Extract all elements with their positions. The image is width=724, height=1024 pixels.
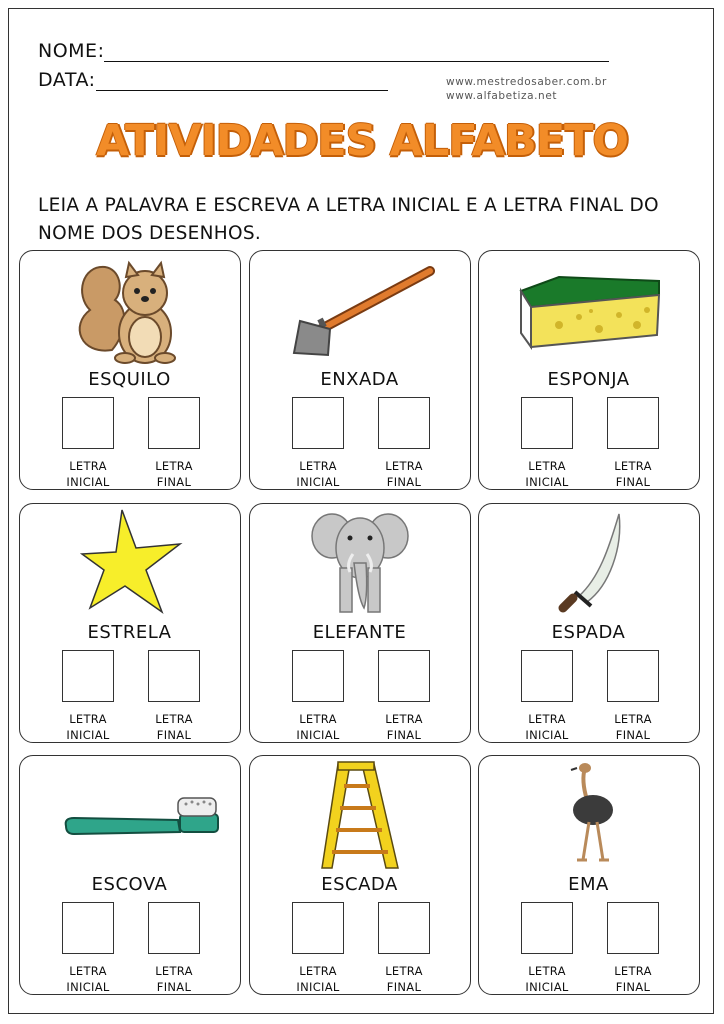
final-letter-label: LETRA FINAL [155, 712, 193, 742]
final-letter-box[interactable] [148, 397, 200, 449]
name-field[interactable] [38, 40, 609, 62]
final-letter-label: LETRA FINAL [155, 459, 193, 489]
final-letter-label: LETRA FINAL [385, 459, 423, 489]
activity-card-ema [478, 755, 700, 995]
initial-letter-box[interactable] [62, 902, 114, 954]
name-line[interactable] [104, 41, 609, 62]
activity-card-escada [249, 755, 471, 995]
name-label: NOME: [38, 40, 105, 62]
activity-card-estrela [19, 503, 241, 743]
card-word: ESCADA [321, 874, 398, 895]
date-line[interactable] [96, 70, 388, 91]
card-word: ESQUILO [88, 369, 171, 390]
initial-letter-box[interactable] [521, 397, 573, 449]
activity-card-esquilo [19, 250, 241, 490]
page-title: ATIVIDADES ALFABETO [96, 116, 628, 166]
final-letter-box[interactable] [148, 650, 200, 702]
initial-letter-label: LETRA INICIAL [525, 459, 569, 489]
initial-letter-box[interactable] [292, 902, 344, 954]
initial-letter-label: LETRA INICIAL [525, 964, 569, 994]
card-word: ESCOVA [91, 874, 168, 895]
activity-card-escova [19, 755, 241, 995]
final-letter-box[interactable] [378, 902, 430, 954]
initial-letter-label: LETRA INICIAL [296, 964, 340, 994]
final-letter-label: LETRA FINAL [614, 964, 652, 994]
card-word: ENXADA [320, 369, 399, 390]
final-letter-box[interactable] [378, 650, 430, 702]
date-field[interactable] [38, 69, 388, 91]
hoe-icon [250, 255, 469, 365]
initial-letter-label: LETRA INICIAL [66, 712, 110, 742]
rhea-icon [479, 760, 698, 870]
sword-icon [479, 508, 698, 618]
instruction-text: LEIA A PALAVRA E ESCREVA A LETRA INICIAL E A LETRA FINAL DO NOME DOS DESENHOS. [38, 195, 659, 244]
initial-letter-box[interactable] [521, 902, 573, 954]
activity-card-espada [478, 503, 700, 743]
final-letter-label: LETRA FINAL [155, 964, 193, 994]
final-letter-box[interactable] [607, 902, 659, 954]
final-letter-label: LETRA FINAL [385, 964, 423, 994]
card-word: ESPONJA [547, 369, 630, 390]
card-word: ESPADA [551, 622, 626, 643]
initial-letter-label: LETRA INICIAL [296, 712, 340, 742]
activity-card-elefante [249, 503, 471, 743]
final-letter-label: LETRA FINAL [385, 712, 423, 742]
card-word: ELEFANTE [312, 622, 407, 643]
ladder-icon [250, 760, 469, 870]
initial-letter-label: LETRA INICIAL [525, 712, 569, 742]
card-word: ESTRELA [87, 622, 172, 643]
card-word: EMA [568, 874, 609, 895]
initial-letter-box[interactable] [292, 397, 344, 449]
initial-letter-box[interactable] [62, 397, 114, 449]
final-letter-box[interactable] [607, 397, 659, 449]
activity-card-enxada [249, 250, 471, 490]
initial-letter-label: LETRA INICIAL [296, 459, 340, 489]
sponge-icon [479, 255, 698, 365]
initial-letter-label: LETRA INICIAL [66, 964, 110, 994]
initial-letter-box[interactable] [292, 650, 344, 702]
activity-card-esponja [478, 250, 700, 490]
initial-letter-box[interactable] [62, 650, 114, 702]
final-letter-box[interactable] [148, 902, 200, 954]
toothbrush-icon [20, 760, 239, 870]
elephant-icon [250, 508, 469, 618]
final-letter-label: LETRA FINAL [614, 712, 652, 742]
initial-letter-box[interactable] [521, 650, 573, 702]
star-icon [20, 508, 239, 618]
site-url-1: www.mestredosaber.com.br [446, 76, 607, 88]
site-url-2: www.alfabetiza.net [446, 90, 558, 102]
final-letter-box[interactable] [378, 397, 430, 449]
initial-letter-label: LETRA INICIAL [66, 459, 110, 489]
final-letter-label: LETRA FINAL [614, 459, 652, 489]
final-letter-box[interactable] [607, 650, 659, 702]
squirrel-icon [20, 255, 239, 365]
date-label: DATA: [38, 69, 96, 91]
